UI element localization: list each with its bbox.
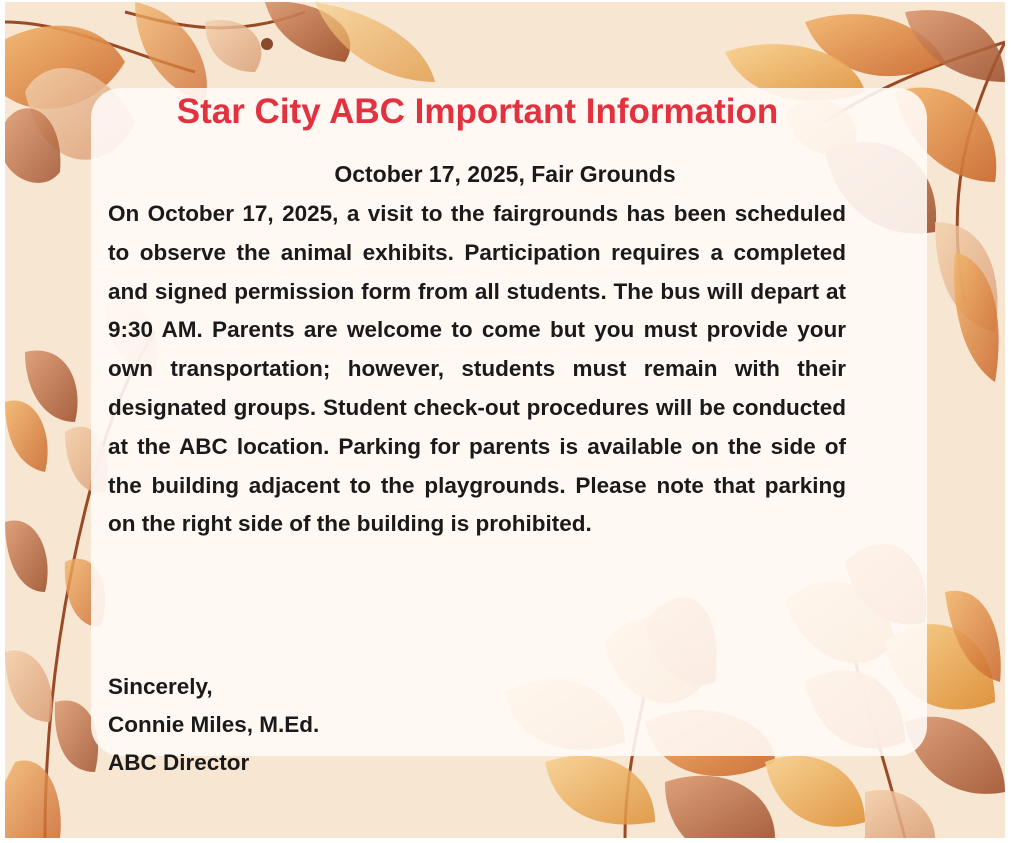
closing: Sincerely, <box>108 674 213 699</box>
flyer-title: Star City ABC Important Information <box>176 92 779 131</box>
signer-name: Connie Miles, M.Ed. <box>108 712 320 737</box>
signer-title: ABC Director <box>108 750 250 775</box>
flyer-background <box>5 2 1005 838</box>
event-date-location: October 17, 2025, Fair Grounds <box>334 161 676 187</box>
announcement-body: On October 17, 2025, a visit to the fairgrounds has been scheduled to observe the animal exhibits. Participation requires a completed and signed permission form from all students. The bus will depart at 9:30 AM. Parents are welcome to come but you must provide your own transportation; however, students must remain with their designated groups. Student check-out procedures will be conducted at the ABC location. Parking for parents is available on the side of the building adjacent to the playgrounds. Please note that parking on the right side of the building is prohibited. <box>108 201 846 537</box>
